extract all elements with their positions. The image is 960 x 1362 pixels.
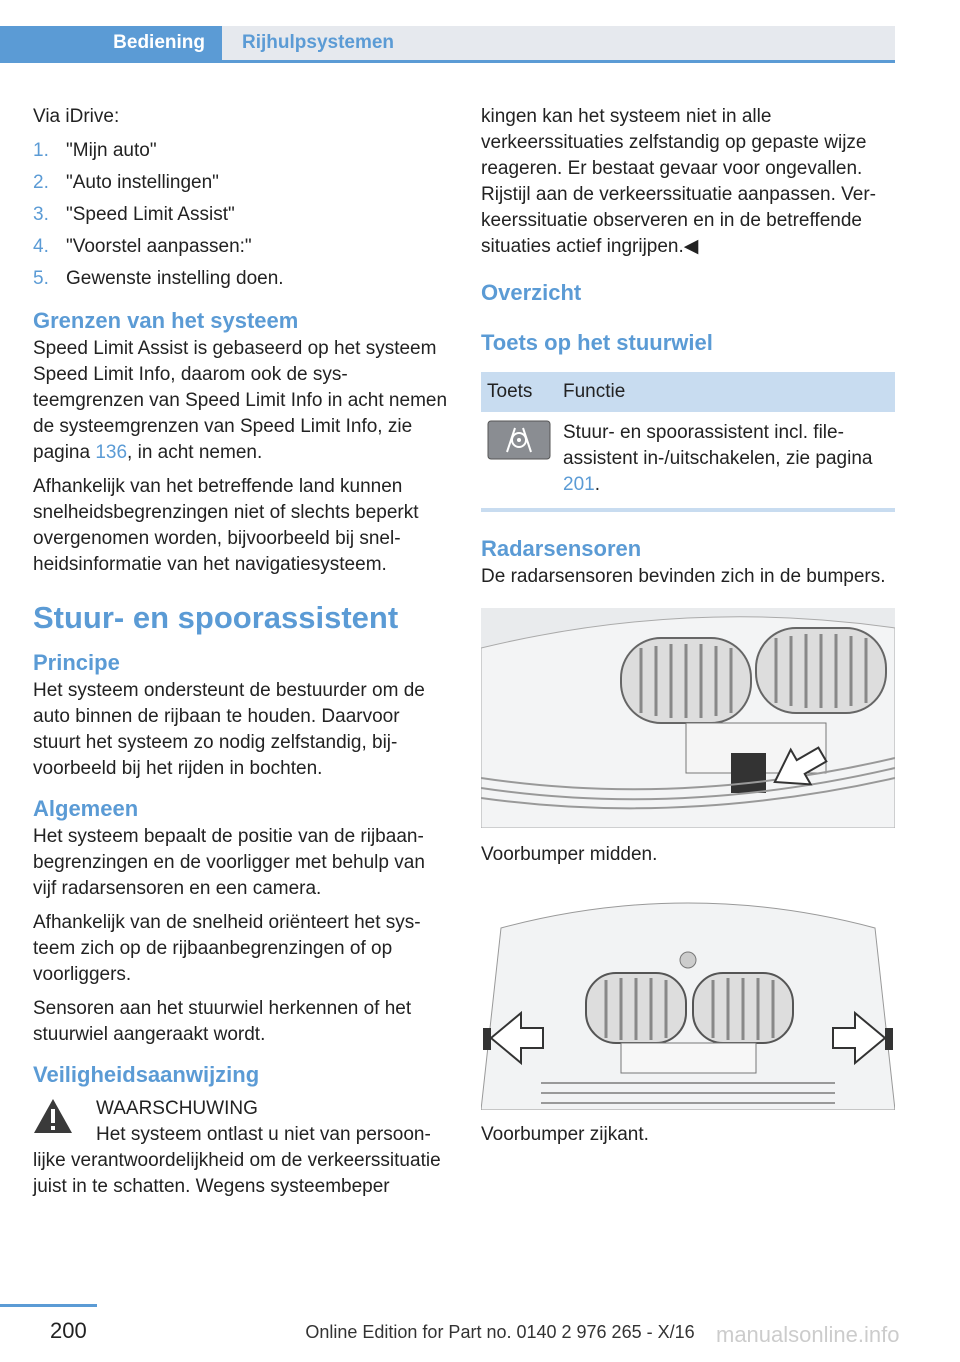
idrive-intro: Via iDrive:	[33, 106, 120, 127]
idrive-steps-list	[33, 138, 450, 298]
general-paragraph-1: Het systeem bepaalt de positie van de rijbaanbegrenzingen en de voorligger met behulp van vijf radarsensoren en een camera.	[33, 826, 425, 899]
limits-paragraph-2: Afhankelijk van het betreffende land kunnen snelheidsbegrenzingen niet of slechts beperkt overgenomen worden, bijvoorbeeld bij snelheidsinformatie van het navigatiesysteem.	[33, 476, 419, 575]
list-item: 2. "Auto instellingen"	[33, 172, 219, 193]
front-bumper-center-image	[481, 608, 895, 828]
caption-front-bumper-center: Voorbumper midden.	[481, 844, 658, 865]
list-item: 5. Gewenste instelling doen.	[33, 268, 284, 289]
warning-continued: kingen kan het systeem niet in alle verkeerssituaties zelfstandig op gepaste wijze reageren. Er bestaat gevaar voor ongevallen. Rijstijl aan de verkeerssituatie aanpassen. Verkeerssituatie observeren en in de betreffende situaties actief ingrijpen.◀	[481, 106, 876, 257]
front-bumper-side-image	[481, 888, 895, 1110]
page-number: 200	[50, 1318, 87, 1343]
warning-block	[33, 1096, 450, 1122]
radar-heading: Radarsensoren	[481, 536, 642, 561]
principle-heading: Principe	[33, 650, 120, 675]
table-row: Stuur- en spoorassistent incl. fileassistent in-/uitschakelen, zie pagina 201.	[481, 412, 895, 510]
warning-title: WAARSCHUWING	[96, 1098, 258, 1119]
list-item: 3. "Speed Limit Assist"	[33, 204, 235, 225]
safety-heading: Veiligheidsaanwijzing	[33, 1062, 260, 1087]
edition-note: Online Edition for Part no. 0140 2 976 265 - X/16	[305, 1322, 695, 1342]
page-link-201[interactable]: 201	[563, 474, 595, 495]
warning-triangle-icon	[33, 1098, 73, 1134]
table-header-toets: Toets	[481, 372, 557, 412]
button-table	[481, 372, 895, 512]
general-paragraph-2: Afhankelijk van de snelheid oriënteert het systeem zich op de rijbaanbegrenzingen of op voorliggers.	[33, 912, 421, 985]
limits-paragraph: Speed Limit Assist is gebaseerd op het systeem Speed Limit Info, daarom ook de systeemgrenzen van Speed Limit Info in acht nemen de systeemgrenzen van Speed Limit Info, zie pagina 136, in acht nemen.	[33, 338, 448, 463]
header-tab-bar	[0, 26, 895, 63]
button-heading: Toets op het stuurwiel	[481, 330, 713, 355]
general-paragraph-3: Sensoren aan het stuurwiel herkennen of het stuurwiel aangeraakt wordt.	[33, 998, 412, 1045]
right-column	[481, 104, 895, 1156]
footer-rule	[0, 1304, 97, 1307]
tab-bediening[interactable]: Bediening	[0, 26, 222, 60]
watermark: manualsonline.info	[716, 1322, 900, 1347]
warning-text: Het systeem ontlast u niet van persoonlijke verantwoordelijkheid om de verkeerssituatie juist in te schatten. Wegens systeembeper	[33, 1124, 441, 1197]
tab-rijhulpsystemen[interactable]: Rijhulpsystemen	[222, 26, 895, 60]
list-item: 4. "Voorstel aanpassen:"	[33, 236, 252, 257]
radar-text: De radarsensoren bevinden zich in de bumpers.	[481, 566, 886, 587]
limits-heading: Grenzen van het systeem	[33, 308, 299, 333]
section-title: Stuur- en spoorassistent	[33, 600, 399, 635]
page-link-136[interactable]: 136	[95, 442, 128, 463]
list-item: 1. "Mijn auto"	[33, 140, 157, 161]
steering-assist-button-icon	[487, 420, 551, 460]
caption-front-bumper-side: Voorbumper zijkant.	[481, 1124, 649, 1145]
table-header-functie: Functie	[557, 372, 895, 412]
overview-heading: Overzicht	[481, 280, 582, 305]
principle-text: Het systeem ondersteunt de bestuurder om de auto binnen de rijbaan te houden. Daarvoor stuurt het systeem zo nodig zelfstandig, bijvoorbeeld bij het rijden in bochten.	[33, 680, 425, 779]
general-heading: Algemeen	[33, 796, 139, 821]
left-column	[33, 104, 450, 1200]
